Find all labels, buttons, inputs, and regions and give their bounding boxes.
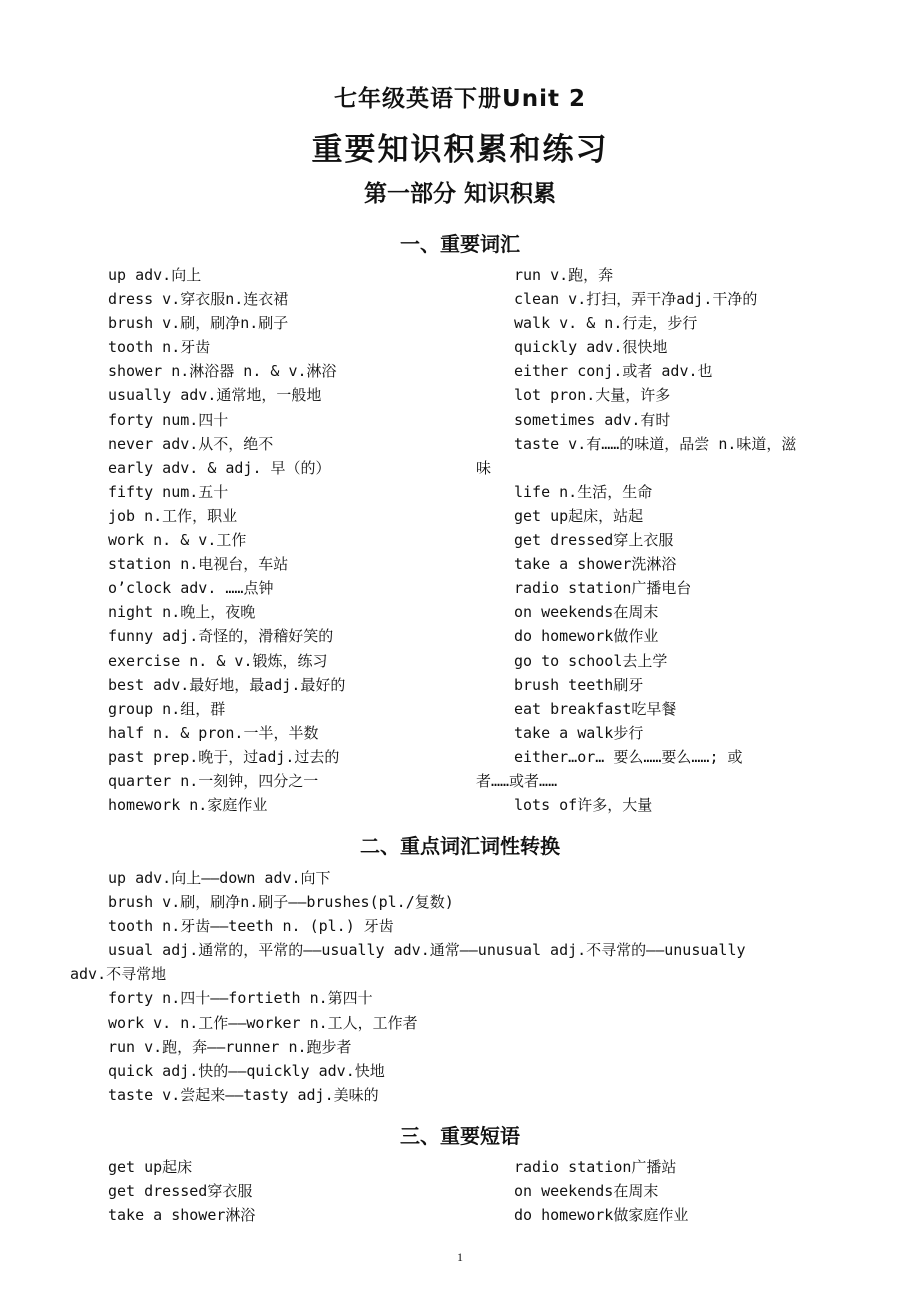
word-form-item: taste v.尝起来——tasty adj.美味的 — [108, 1085, 379, 1104]
vocab-item: quarter n.一刻钟，四分之一 — [108, 771, 319, 790]
vocab-item: eat breakfast吃早餐 — [514, 699, 677, 718]
vocabulary-list-right — [476, 263, 874, 817]
vocab-item: best adv.最好地，最adj.最好的 — [108, 675, 346, 694]
vocab-item: take a shower洗淋浴 — [514, 555, 677, 574]
vocab-item: half n. & pron.一半，半数 — [108, 723, 319, 742]
vocab-item: exercise n. & v.锻炼，练习 — [108, 651, 328, 670]
phrase-item: get dressed穿衣服 — [108, 1182, 253, 1201]
vocab-item: take a walk步行 — [514, 723, 644, 742]
vocab-item: up adv.向上 — [108, 266, 202, 284]
word-form-line: usual adj.通常的，平常的——usually adv.通常——unusual adj.不寻常的——unusually — [108, 941, 746, 960]
vocab-item: walk v. & n.行走，步行 — [514, 314, 698, 333]
vocab-item: forty num.四十 — [108, 410, 229, 429]
vocab-item-line: either…or… 要么……要么……; 或 — [514, 747, 743, 766]
vocab-item: get up起床，站起 — [514, 506, 644, 525]
word-form-item: forty n.四十——fortieth n.第四十 — [108, 989, 373, 1008]
word-form-item: brush v.刷，刷净n.刷子——brushes(pl./复数) — [108, 893, 454, 912]
part-title: 第一部分 知识积累 — [363, 181, 556, 207]
vocab-item: radio station广播电台 — [514, 579, 692, 598]
vocab-item: clean v.打扫，弄干净adj.干净的 — [514, 290, 758, 309]
word-form-item: work v. n.工作——worker n.工人，工作者 — [108, 1013, 418, 1032]
vocab-item: run v.跑，奔 — [514, 266, 614, 284]
phrases-list-right — [514, 1155, 874, 1227]
phrase-item: radio station广播站 — [514, 1158, 677, 1176]
vocab-item: work n. & v.工作 — [108, 531, 247, 550]
vocab-item: o’clock adv. ……点钟 — [108, 579, 274, 598]
section-heading-vocabulary: 一、重要词汇 — [400, 232, 520, 256]
vocab-item: group n.组，群 — [108, 699, 226, 718]
vocab-item: never adv.从不，绝不 — [108, 434, 274, 453]
word-form-item: up adv.向上——down adv.向下 — [108, 869, 331, 887]
vocab-item: past prep.晚于，过adj.过去的 — [108, 747, 340, 766]
vocab-item: funny adj.奇怪的，滑稽好笑的 — [108, 627, 334, 646]
phrase-item: on weekends在周末 — [514, 1182, 659, 1201]
vocab-item: night n.晚上，夜晚 — [108, 603, 256, 622]
phrase-item: take a shower淋浴 — [108, 1206, 256, 1225]
phrase-item: get up起床 — [108, 1158, 193, 1176]
vocab-item: either conj.或者 adv.也 — [514, 362, 713, 381]
vocab-item: get dressed穿上衣服 — [514, 531, 674, 550]
vocab-item-wrapped — [476, 432, 874, 480]
vocab-item: tooth n.牙齿 — [108, 338, 211, 357]
phrase-item: do homework做家庭作业 — [514, 1206, 689, 1225]
vocab-item-wrapped — [476, 745, 874, 793]
vocab-item-continuation: 味 — [476, 458, 492, 477]
vocab-item: shower n.淋浴器 n. & v.淋浴 — [108, 362, 337, 381]
word-forms-list — [70, 866, 870, 1107]
vocab-item-line: taste v.有……的味道，品尝 n.味道，滋 — [514, 434, 797, 453]
vocab-item: sometimes adv.有时 — [514, 410, 671, 429]
word-form-item: tooth n.牙齿——teeth n. (pl.) 牙齿 — [108, 917, 394, 936]
document-title-main: 重要知识积累和练习 — [311, 132, 609, 168]
vocab-item: on weekends在周末 — [514, 603, 659, 622]
vocab-item: quickly adv.很快地 — [514, 338, 668, 357]
vocab-item: early adv. & adj. 早（的） — [108, 458, 331, 477]
word-form-item: run v.跑，奔——runner n.跑步者 — [108, 1037, 352, 1056]
word-form-item: quick adj.快的——quickly adv.快地 — [108, 1061, 385, 1080]
vocab-item: usually adv.通常地，一般地 — [108, 386, 322, 405]
vocab-item: life n.生活，生命 — [514, 482, 653, 501]
vocab-item: lots of许多，大量 — [514, 796, 653, 815]
phrases-list-left — [108, 1155, 478, 1227]
vocab-item: dress v.穿衣服n.连衣裙 — [108, 290, 289, 309]
vocab-item: job n.工作，职业 — [108, 506, 238, 525]
vocab-item: fifty num.五十 — [108, 482, 229, 501]
vocab-item-continuation: 者……或者…… — [476, 771, 558, 790]
vocab-item: brush v.刷，刷净n.刷子 — [108, 314, 289, 333]
vocab-item: homework n.家庭作业 — [108, 796, 268, 815]
vocab-item: brush teeth刷牙 — [514, 675, 644, 694]
vocab-item: do homework做作业 — [514, 627, 659, 646]
vocabulary-list-left — [108, 263, 478, 817]
vocab-item: lot pron.大量，许多 — [514, 386, 671, 405]
document-title-unit: 七年级英语下册Unit 2 — [334, 86, 586, 112]
section-heading-word-forms: 二、重点词汇词性转换 — [360, 834, 560, 858]
vocab-item: station n.电视台，车站 — [108, 555, 289, 574]
word-form-item-wrapped — [70, 938, 870, 986]
section-heading-phrases: 三、重要短语 — [400, 1124, 520, 1148]
vocab-item: go to school去上学 — [514, 651, 668, 670]
word-form-continuation: adv.不寻常地 — [70, 965, 167, 984]
page-number: 1 — [457, 1250, 463, 1264]
